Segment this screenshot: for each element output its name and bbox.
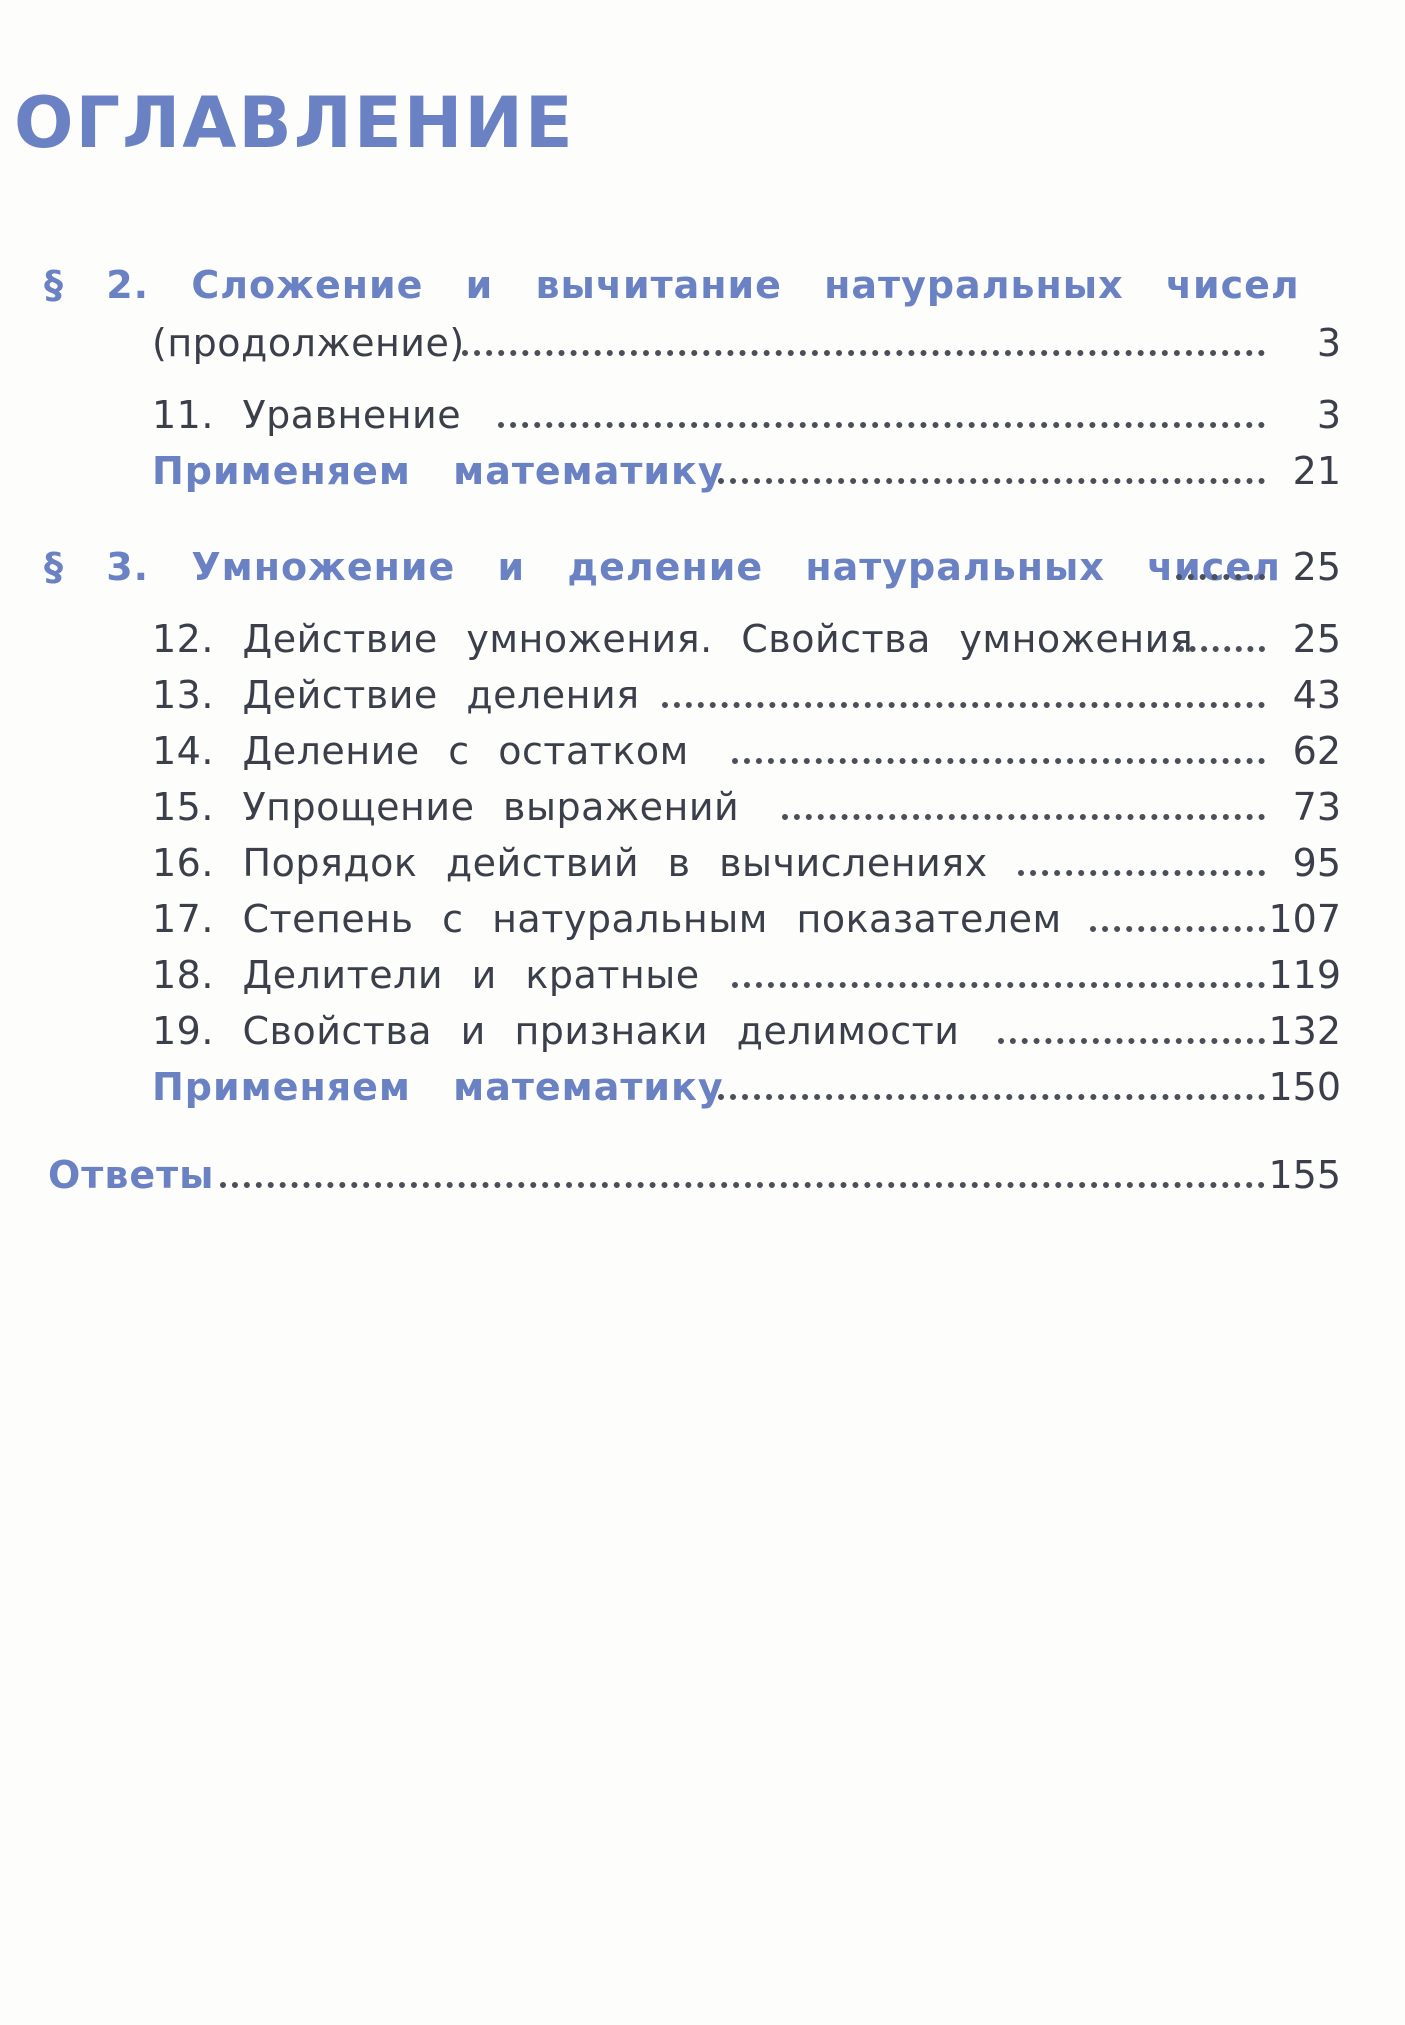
toc-answers[interactable] bbox=[0, 1152, 1405, 1198]
toc-item-14-label: 14. Деление с остатком bbox=[152, 729, 689, 773]
toc-item-16[interactable] bbox=[0, 840, 1405, 886]
toc-section-2-page: 3 bbox=[1316, 321, 1341, 365]
toc-item-15[interactable] bbox=[0, 784, 1405, 830]
toc-section-2-heading[interactable] bbox=[0, 262, 1405, 308]
leader-dots bbox=[1178, 606, 1265, 652]
toc-apply-math-1-label: Применяем математику bbox=[152, 449, 724, 493]
leader-dots bbox=[1018, 830, 1265, 876]
toc-item-16-label: 16. Порядок действий в вычислениях bbox=[152, 841, 988, 885]
toc-item-17-page: 107 bbox=[1268, 897, 1341, 941]
toc-item-12-page: 25 bbox=[1292, 617, 1341, 661]
leader-dots bbox=[732, 942, 1265, 988]
leader-dots bbox=[498, 382, 1265, 428]
toc-apply-math-2-page: 150 bbox=[1268, 1065, 1341, 1109]
toc-item-15-label: 15. Упрощение выражений bbox=[152, 785, 740, 829]
toc-item-16-page: 95 bbox=[1292, 841, 1341, 885]
toc-item-13-page: 43 bbox=[1292, 673, 1341, 717]
leader-dots bbox=[718, 1054, 1265, 1100]
toc-section-2-continuation-label: (продолжение) bbox=[152, 321, 465, 365]
toc-item-14-page: 62 bbox=[1292, 729, 1341, 773]
toc-item-18[interactable] bbox=[0, 952, 1405, 998]
leader-dots bbox=[1090, 886, 1265, 932]
toc-item-15-page: 73 bbox=[1292, 785, 1341, 829]
toc-apply-math-2-label: Применяем математику bbox=[152, 1065, 724, 1109]
toc-item-19-label: 19. Свойства и признаки делимости bbox=[152, 1009, 960, 1053]
toc-item-14[interactable] bbox=[0, 728, 1405, 774]
toc-item-11-page: 3 bbox=[1316, 393, 1341, 437]
toc-section-3[interactable] bbox=[0, 544, 1405, 590]
toc-apply-math-1[interactable] bbox=[0, 448, 1405, 494]
toc-item-12-label: 12. Действие умножения. Свойства умножения bbox=[152, 617, 1194, 661]
toc-section-2-label: § 2. Сложение и вычитание натуральных чисел bbox=[44, 263, 1300, 307]
toc-item-13[interactable] bbox=[0, 672, 1405, 718]
toc-apply-math-1-page: 21 bbox=[1292, 449, 1341, 493]
toc-item-11-label: 11. Уравнение bbox=[152, 393, 462, 437]
leader-dots bbox=[998, 998, 1265, 1044]
toc-item-13-label: 13. Действие деления bbox=[152, 673, 640, 717]
leader-dots bbox=[718, 438, 1265, 484]
leader-dots bbox=[220, 1142, 1265, 1188]
toc-section-3-page: 25 bbox=[1292, 545, 1341, 589]
toc-item-12[interactable] bbox=[0, 616, 1405, 662]
toc-item-17[interactable] bbox=[0, 896, 1405, 942]
toc-item-17-label: 17. Степень с натуральным показателем bbox=[152, 897, 1062, 941]
toc-item-19-page: 132 bbox=[1268, 1009, 1341, 1053]
leader-dots bbox=[782, 774, 1265, 820]
toc-section-3-label: § 3. Умножение и деление натуральных чисел bbox=[44, 545, 1281, 589]
leader-dots bbox=[462, 310, 1265, 356]
leader-dots bbox=[1176, 534, 1265, 580]
leader-dots bbox=[662, 662, 1265, 708]
toc-answers-page: 155 bbox=[1268, 1153, 1341, 1197]
toc-item-18-label: 18. Делители и кратные bbox=[152, 953, 700, 997]
toc-apply-math-2[interactable] bbox=[0, 1064, 1405, 1110]
toc-item-18-page: 119 bbox=[1268, 953, 1341, 997]
toc-item-19[interactable] bbox=[0, 1008, 1405, 1054]
leader-dots bbox=[732, 718, 1265, 764]
toc-section-2-continuation[interactable] bbox=[0, 320, 1405, 366]
toc-item-11[interactable] bbox=[0, 392, 1405, 438]
toc-answers-label: Ответы bbox=[48, 1153, 215, 1197]
page-title: ОГЛАВЛЕНИЕ bbox=[14, 82, 575, 164]
